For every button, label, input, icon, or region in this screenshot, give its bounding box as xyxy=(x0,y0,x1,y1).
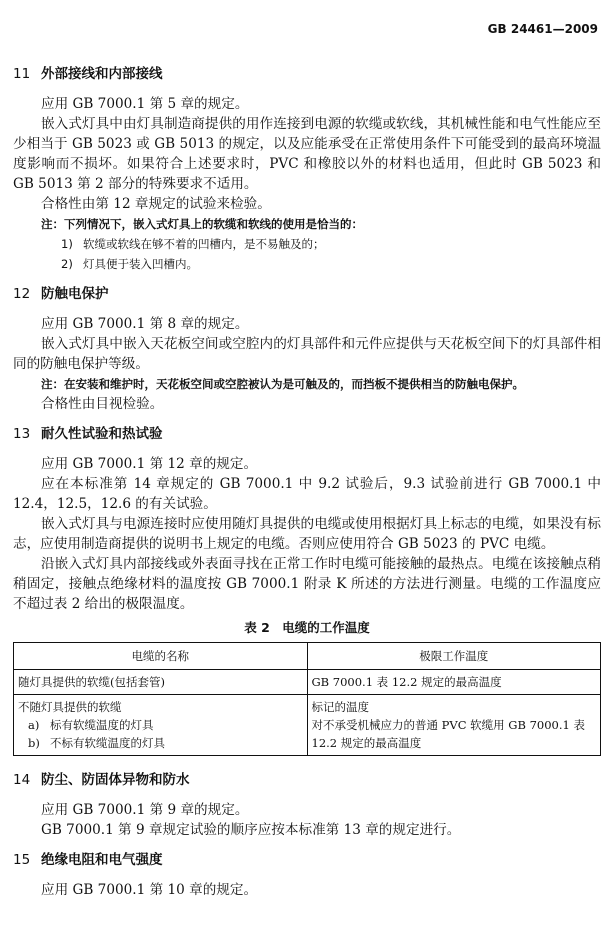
note-item: 1) 软缆或软线在够不着的凹槽内，是不易触及的； xyxy=(61,237,325,251)
note: 注：在安装和维护时，天花板空间或空腔被认为是可触及的，而挡板不提供相当的防触电保护。 xyxy=(41,377,524,391)
paragraph: 应用 GB 7000.1 第 9 章的规定。 xyxy=(41,802,249,818)
paragraph: 合格性由第 12 章规定的试验来检验。 xyxy=(41,196,271,212)
document-body xyxy=(13,64,601,910)
paragraph: 应用 GB 7000.1 第 10 章的规定。 xyxy=(41,882,258,898)
paragraph: 嵌入式灯具与电源连接时应使用随灯具提供的电缆或使用根据灯具上标志的电缆，如果没有标志，应使用制造商提供的说明书上规定的电缆。否则应使用符合 GB 5023 的 PVC 电缆。 xyxy=(13,516,601,552)
paragraph: GB 7000.1 第 9 章规定试验的顺序应按本标准第 13 章的规定进行。 xyxy=(41,822,461,838)
table-row xyxy=(14,695,601,756)
cable-temperature-table xyxy=(13,642,601,756)
section-14 xyxy=(13,770,601,840)
table-cell: 标记的温度 对不承受机械应力的普通 PVC 软缆用 GB 7000.1 表 12.2 规定的最高温度 xyxy=(307,695,601,756)
note-item: 2) 灯具便于装入凹槽内。 xyxy=(61,257,198,271)
section-heading: 12 防触电保护 xyxy=(13,286,109,302)
section-15 xyxy=(13,850,601,900)
section-heading: 15 绝缘电阻和电气强度 xyxy=(13,852,163,868)
paragraph: 应用 GB 7000.1 第 8 章的规定。 xyxy=(41,316,249,332)
section-11 xyxy=(13,64,601,274)
table-row xyxy=(14,670,601,695)
paragraph: 应用 GB 7000.1 第 12 章的规定。 xyxy=(41,456,258,472)
section-heading: 11 外部接线和内部接线 xyxy=(13,66,163,82)
paragraph: 应用 GB 7000.1 第 5 章的规定。 xyxy=(41,96,249,112)
paragraph: 合格性由目视检验。 xyxy=(41,396,164,412)
table-cell: GB 7000.1 表 12.2 规定的最高温度 xyxy=(307,670,601,695)
table-caption: 表 2 电缆的工作温度 xyxy=(244,620,370,635)
section-heading: 14 防尘、防固体异物和防水 xyxy=(13,772,190,788)
table-header-row xyxy=(14,643,601,670)
column-header: 电缆的名称 xyxy=(14,643,308,670)
note: 注：下列情况下，嵌入式灯具上的软缆和软线的使用是恰当的： xyxy=(41,217,363,231)
section-12 xyxy=(13,284,601,414)
section-13 xyxy=(13,424,601,756)
section-heading: 13 耐久性试验和热试验 xyxy=(13,426,163,442)
table-cell: 不随灯具提供的软缆 a) 标有软缆温度的灯具 b) 不标有软缆温度的灯具 xyxy=(14,695,308,756)
paragraph: 沿嵌入式灯具内部接线或外表面寻找在正常工作时电缆可能接触的最热点。电缆在该接触点稍稍固定，接触点绝缘材料的温度按 GB 7000.1 附录 K 所述的方法进行测量。电缆的工作温度应不超过表 2 给出的极限温度。 xyxy=(13,556,601,612)
paragraph: 嵌入式灯具中由灯具制造商提供的用作连接到电源的软缆或软线，其机械性能和电气性能应至少相当于 GB 5023 或 GB 5013 的规定，以及应能承受在正常使用条件下可能受到的最高环境温度影响而不损坏。如果符合上述要求时，PVC 和橡胶以外的材料也适用，但此时 GB 5023 和 GB 5013 第 2 部分的特殊要求不适用。 xyxy=(13,116,601,192)
paragraph: 应在本标准第 14 章规定的 GB 7000.1 中 9.2 试验后，9.3 试验前进行 GB 7000.1 中 12.4，12.5，12.6 的有关试验。 xyxy=(13,476,601,512)
table-cell: 随灯具提供的软缆(包括套管) xyxy=(14,670,308,695)
paragraph: 嵌入式灯具中嵌入天花板空间或空腔内的灯具部件和元件应提供与天花板空间下的灯具部件相同的防触电保护等级。 xyxy=(13,336,601,372)
column-header: 极限工作温度 xyxy=(307,643,601,670)
standard-number-header: GB 24461—2009 xyxy=(487,22,598,36)
